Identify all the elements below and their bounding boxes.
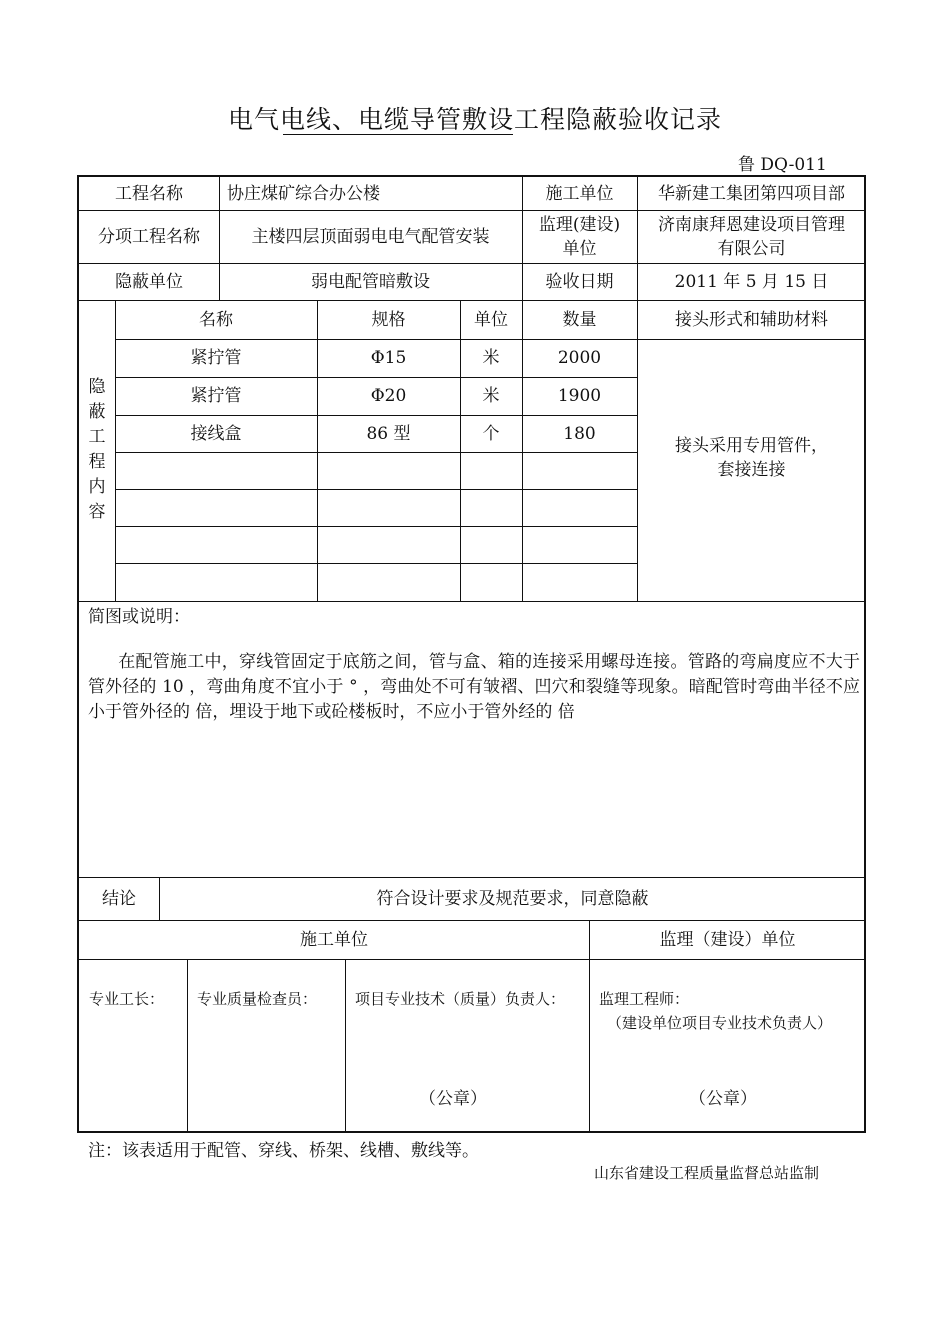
supervision-unit-header: 监理（建设）单位 (659, 929, 796, 950)
foreman-label: 专业工长： (89, 990, 165, 1008)
material-qty: 1900 (557, 386, 602, 406)
content-label-char: 隐 (88, 377, 106, 397)
supervision-seal: （公章） (689, 1089, 757, 1109)
construction-unit-label: 施工单位 (545, 183, 614, 204)
concealed-unit-value: 弱电配管暗敷设 (311, 271, 430, 292)
conclusion-label: 结论 (102, 888, 136, 909)
material-unit: 米 (482, 386, 500, 406)
description-text (88, 650, 860, 725)
material-unit: 个 (482, 423, 500, 444)
project-name-value: 协庄煤矿综合办公楼 (227, 183, 380, 204)
tech-lead-label: 项目专业技术（质量）负责人： (355, 990, 566, 1008)
col-header-spec: 规格 (371, 309, 406, 330)
content-label-char: 容 (88, 502, 106, 522)
content-label-char: 工 (88, 427, 106, 447)
form-code: 鲁 DQ-011 (738, 155, 827, 175)
col-divider (345, 959, 346, 1133)
page-title: 电气电线、电缆导管敷设工程隐蔽验收记录 (227, 105, 722, 134)
joint-note-line1: 接头采用专用管件， (675, 436, 828, 456)
material-unit: 米 (482, 348, 500, 368)
content-label-vertical (87, 375, 107, 525)
content-label-char: 程 (88, 452, 106, 472)
description-body: 在配管施工中，穿线管固定于底筋之间，管与盒、箱的连接采用螺母连接。管路的弯扁度应不大于管外径的 10 ，弯曲角度不宜小于 ° ，弯曲处不可有皱褶、凹穴和裂缝等现象。暗配管时弯曲半径不应小于管外径的 倍，埋设于地下或砼楼板时，不应小于管外经的 倍 (88, 652, 860, 722)
material-name: 接线盒 (190, 423, 242, 444)
acceptance-date-label: 验收日期 (545, 271, 614, 292)
material-qty: 180 (563, 423, 596, 444)
construction-unit-value: 华新建工集团第四项目部 (658, 183, 845, 204)
row-divider (115, 526, 637, 527)
supervision-unit-label-line1: 监理(建设) (538, 214, 621, 235)
content-label-char: 蔽 (88, 402, 106, 422)
construction-seal: （公章） (419, 1089, 487, 1109)
row-divider (115, 563, 637, 564)
subproject-label: 分项工程名称 (98, 226, 200, 247)
conclusion-text: 符合设计要求及规范要求，同意隐蔽 (376, 888, 649, 909)
col-divider (187, 959, 188, 1133)
material-name: 紧拧管 (190, 348, 242, 368)
col-header-joint: 接头形式和辅助材料 (675, 309, 828, 330)
col-header-qty: 数量 (562, 309, 597, 330)
row-divider (79, 601, 866, 602)
construction-unit-header: 施工单位 (300, 929, 368, 950)
joint-note-line2: 套接连接 (717, 460, 786, 480)
project-name-label: 工程名称 (115, 183, 183, 204)
supervision-unit-label-line2: 单位 (562, 238, 597, 259)
supervising-engineer-label: 监理工程师： (599, 990, 690, 1008)
subproject-value: 主楼四层顶面弱电电气配管安装 (251, 226, 490, 247)
row-divider (115, 489, 637, 490)
issuer: 山东省建设工程质量监督总站监制 (594, 1164, 820, 1182)
supervision-unit-label (522, 210, 637, 263)
qc-inspector-label: 专业质量检查员： (197, 990, 318, 1008)
row-divider (79, 959, 866, 960)
material-qty: 2000 (557, 348, 602, 368)
col-header-name: 名称 (199, 309, 233, 330)
supervision-unit-value (637, 210, 866, 263)
material-name: 紧拧管 (190, 386, 242, 406)
footer-note: 注：该表适用于配管、穿线、桥架、线槽、敷线等。 (88, 1141, 479, 1161)
acceptance-date-value: 2011 年 5 月 15 日 (674, 271, 829, 292)
description-label: 简图或说明： (88, 607, 190, 627)
joint-note (637, 339, 866, 601)
col-header-unit: 单位 (474, 309, 508, 330)
material-spec: 86 型 (366, 423, 411, 444)
content-label-char: 内 (88, 477, 106, 497)
supervision-unit-line1: 济南康拜恩建设项目管理 (658, 214, 845, 235)
concealed-unit-label: 隐蔽单位 (115, 271, 183, 292)
material-spec: Φ15 (370, 348, 407, 368)
supervising-engineer-note: （建设单位项目专业技术负责人） (607, 1014, 833, 1032)
supervision-unit-line2: 有限公司 (717, 238, 786, 259)
material-spec: Φ20 (370, 386, 407, 406)
title-underline (283, 134, 513, 135)
row-divider (115, 452, 637, 453)
